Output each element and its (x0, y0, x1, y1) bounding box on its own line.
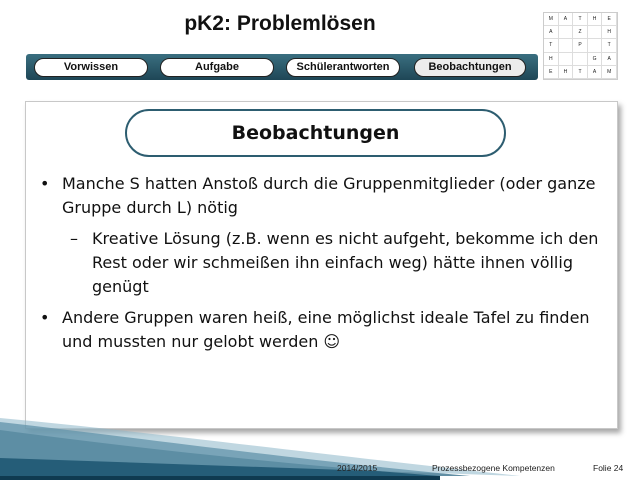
slide-title: pK2: Problemlösen (184, 12, 376, 35)
logo-letter: T (602, 39, 617, 52)
logo-letter (588, 39, 603, 52)
bullet-text: Andere Gruppen waren heiß, eine möglichst ideale Tafel zu finden und mussten nur gelobt werden ☺ (62, 308, 590, 351)
tab-vorwissen[interactable]: Vorwissen (34, 58, 148, 77)
logo-letter: G (588, 53, 603, 66)
logo-letter (573, 53, 588, 66)
logo-grid (543, 12, 618, 80)
tab-aufgabe[interactable]: Aufgabe (160, 58, 274, 77)
logo-letter: T (573, 66, 588, 79)
logo-letter (559, 53, 574, 66)
logo-letter: A (544, 26, 559, 39)
logo-letter: H (559, 66, 574, 79)
logo-letter: E (544, 66, 559, 79)
logo-letter: T (544, 39, 559, 52)
list-item (40, 306, 605, 354)
section-heading: Beobachtungen (125, 109, 506, 157)
logo-letter: Z (573, 26, 588, 39)
footer-topic: Prozessbezogene Kompetenzen (432, 463, 555, 473)
logo-letter: M (544, 13, 559, 26)
logo-letter: P (573, 39, 588, 52)
bullet-text: Kreative Lösung (z.B. wenn es nicht aufgeht, bekomme ich den Rest oder wir schmeißen ihn einfach weg) hätte ihnen völlig genügt (92, 229, 599, 296)
logo-letter: A (602, 53, 617, 66)
bullet-marker: • (40, 174, 50, 193)
list-item (40, 227, 605, 299)
content-box (25, 101, 618, 429)
bullet-marker: – (70, 229, 78, 248)
logo-letter (559, 39, 574, 52)
logo-letter: T (573, 13, 588, 26)
logo-letter: E (602, 13, 617, 26)
logo-letter (559, 26, 574, 39)
logo-letter: H (602, 26, 617, 39)
tab-schuelerantworten[interactable]: Schülerantworten (286, 58, 400, 77)
list-item (40, 172, 605, 220)
logo-letter: H (588, 13, 603, 26)
tab-bar (26, 54, 538, 80)
footer-page-number: Folie 24 (593, 463, 624, 473)
bullet-list (40, 172, 605, 354)
logo-letter: M (602, 66, 617, 79)
logo-letter: A (588, 66, 603, 79)
bullet-marker: • (40, 308, 50, 327)
tab-beobachtungen[interactable]: Beobachtungen (414, 58, 526, 77)
logo-letter: A (559, 13, 574, 26)
logo-letter: H (544, 53, 559, 66)
footer-year: 2014/2015 (337, 463, 378, 473)
logo-letter (588, 26, 603, 39)
bullet-text: Manche S hatten Anstoß durch die Gruppenmitglieder (oder ganze Gruppe durch L) nötig (62, 174, 596, 217)
